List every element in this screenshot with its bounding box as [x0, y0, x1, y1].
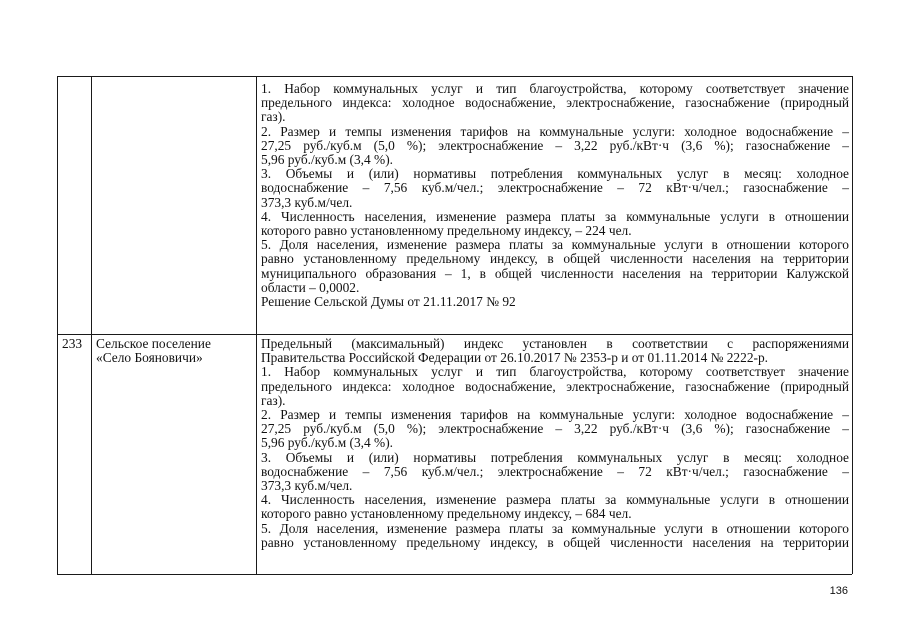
- text-line: 1. Набор коммунальных услуг и тип благоустройства, которому соответствует значение: [261, 364, 849, 380]
- row-233-conditions-cell: [261, 337, 849, 550]
- text-line: Решение Сельской Думы от 21.11.2017 № 92: [261, 294, 516, 310]
- text-line: предельного индекса: холодное водоснабжение, электроснабжение, газоснабжение (природный: [261, 95, 849, 111]
- text-line: 3. Объемы и (или) нормативы потребления коммунальных услуг в месяц: холодное: [261, 449, 849, 465]
- text-line: Предельный (максимальный) индекс установлен в соответствии с распоряжениями: [261, 336, 849, 351]
- table-border-col2: [256, 76, 257, 574]
- text-line: равно установленному предельному индексу, в общей численности населения на территории: [261, 251, 849, 267]
- text-line: Правительства Российской Федерации от 26.10.2017 № 2353-р и от 01.11.2014 № 2222-р.: [261, 350, 769, 366]
- text-line: 5,96 руб./куб.м (3,4 %).: [261, 152, 394, 168]
- text-line: 2. Размер и темпы изменения тарифов на коммунальные услуги: холодное водоснабжение –: [261, 123, 849, 139]
- text-line: 5,96 руб./куб.м (3,4 %).: [261, 435, 394, 451]
- text-line: 27,25 руб./куб.м (5,0 %); электроснабжение – 3,22 руб./кВт·ч (3,6 %); газоснабжение –: [261, 421, 849, 437]
- condition-paragraph: [261, 295, 849, 309]
- condition-paragraph: [261, 451, 849, 494]
- table-border-right: [852, 76, 853, 574]
- condition-paragraph: [261, 337, 849, 365]
- text-line: 5. Доля населения, изменение размера платы за коммунальные услуги в отношении которого: [261, 237, 849, 253]
- row-divider: [57, 334, 852, 335]
- text-line: 5. Доля населения, изменение размера платы за коммунальные услуги в отношении которого: [261, 520, 849, 536]
- text-line: муниципального образования – 1, в общей численности населения на территории Калужской: [261, 265, 849, 281]
- text-line: равно установленному предельному индексу, в общей численности населения на территории: [261, 534, 849, 550]
- text-line: которого равно установленному предельному индексу, – 684 чел.: [261, 506, 632, 522]
- table-border-left: [57, 76, 58, 574]
- condition-paragraph: [261, 82, 849, 125]
- text-line: области – 0,0002.: [261, 279, 360, 295]
- text-line: предельного индекса: холодное водоснабжение, электроснабжение, газоснабжение (природный: [261, 378, 849, 394]
- table-border-top: [57, 76, 852, 77]
- text-line: 4. Численность населения, изменение размера платы за коммунальные услуги в отношении: [261, 208, 849, 224]
- text-line: 3. Объемы и (или) нормативы потребления коммунальных услуг в месяц: холодное: [261, 166, 849, 182]
- municipality-name-line2: «Село Бояновичи»: [96, 350, 203, 365]
- condition-paragraph: [261, 522, 849, 550]
- text-line: водоснабжение – 7,56 куб.м/чел.; электроснабжение – 72 кВт·ч/чел.; газоснабжение –: [261, 463, 849, 479]
- text-line: газ).: [261, 392, 286, 408]
- text-line: которого равно установленному предельному индексу, – 224 чел.: [261, 223, 632, 239]
- municipality-name-line1: Сельское поселение: [96, 336, 211, 351]
- text-line: 2. Размер и темпы изменения тарифов на коммунальные услуги: холодное водоснабжение –: [261, 407, 849, 423]
- text-line: водоснабжение – 7,56 куб.м/чел.; электроснабжение – 72 кВт·ч/чел.; газоснабжение –: [261, 180, 849, 196]
- condition-paragraph: [261, 238, 849, 295]
- page-number: 136: [829, 585, 848, 597]
- text-line: 373,3 куб.м/чел.: [261, 194, 353, 210]
- row-number: 233: [62, 336, 83, 351]
- table-border-bottom: [57, 574, 852, 575]
- text-line: 4. Численность населения, изменение размера платы за коммунальные услуги в отношении: [261, 492, 849, 508]
- text-line: 373,3 куб.м/чел.: [261, 478, 353, 494]
- condition-paragraph: [261, 210, 849, 238]
- condition-paragraph: [261, 365, 849, 408]
- table-border-col1: [91, 76, 92, 574]
- top-row-conditions-cell: [261, 82, 849, 309]
- condition-paragraph: [261, 493, 849, 521]
- condition-paragraph: [261, 408, 849, 451]
- text-line: 1. Набор коммунальных услуг и тип благоустройства, которому соответствует значение: [261, 81, 849, 96]
- condition-paragraph: [261, 125, 849, 168]
- text-line: газ).: [261, 109, 286, 125]
- condition-paragraph: [261, 167, 849, 210]
- text-line: 27,25 руб./куб.м (5,0 %); электроснабжение – 3,22 руб./кВт·ч (3,6 %); газоснабжение –: [261, 137, 849, 153]
